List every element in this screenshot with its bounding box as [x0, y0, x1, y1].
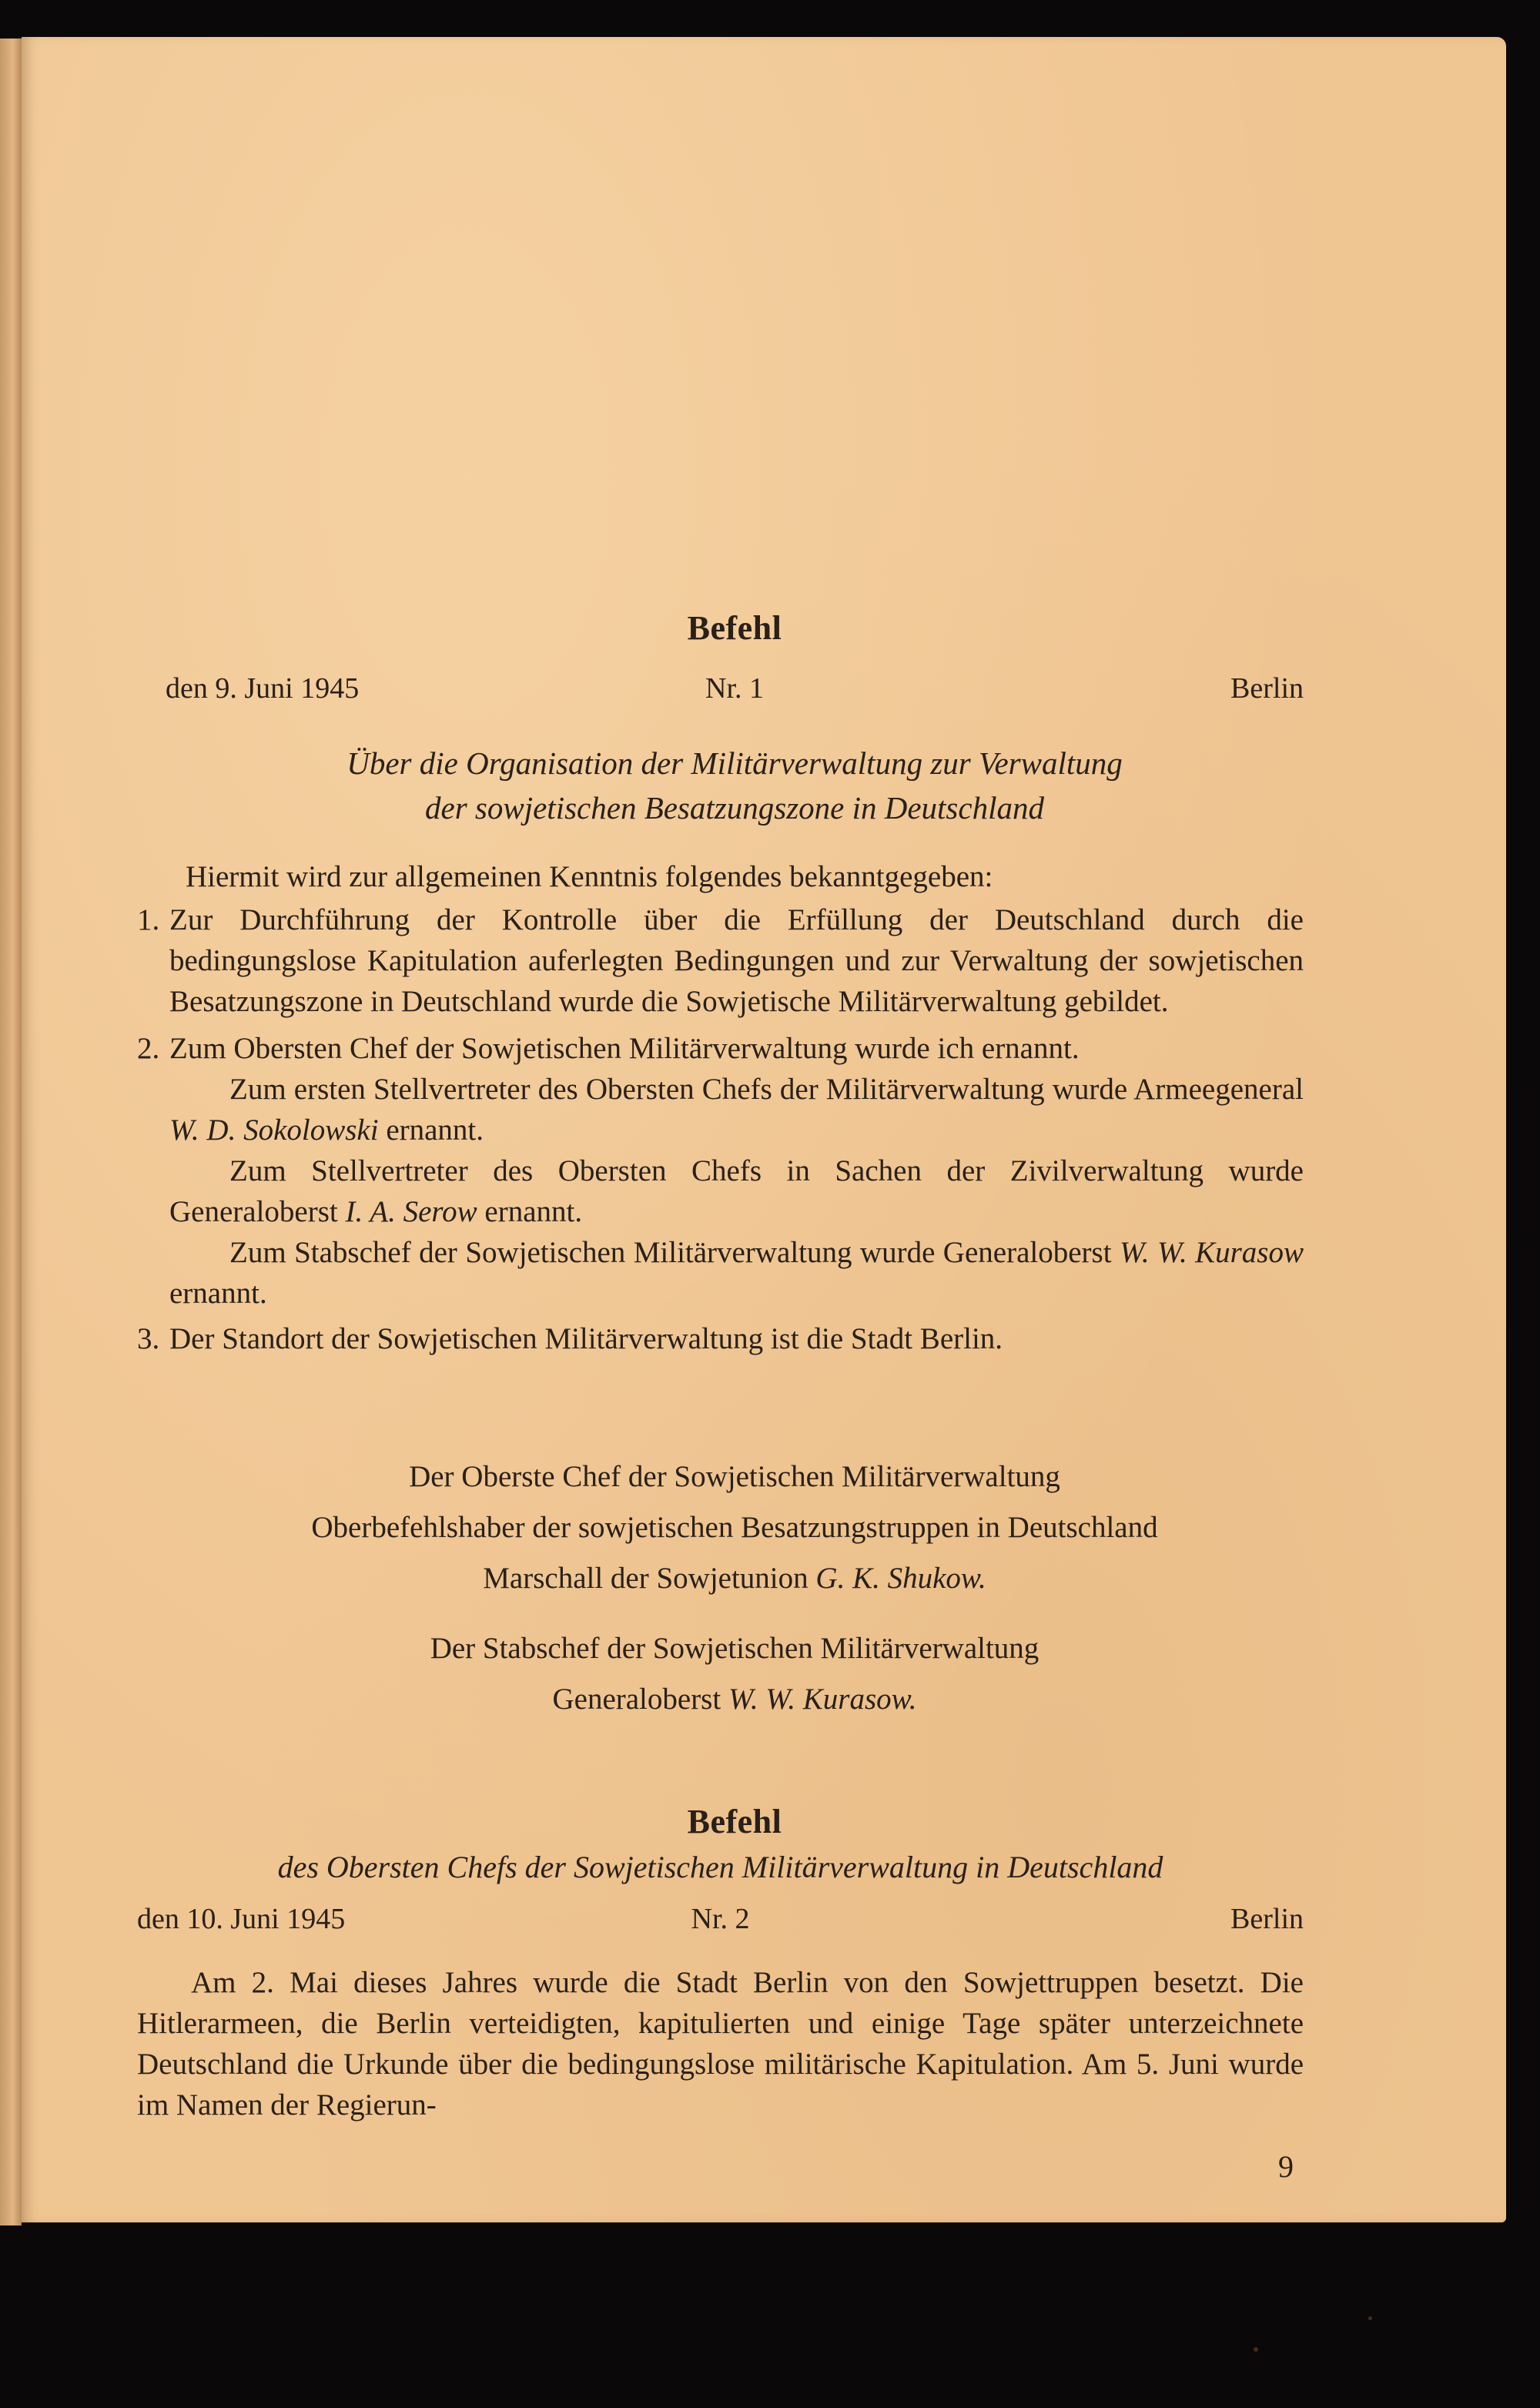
- signature-name-line: [166, 1674, 1304, 1725]
- signature-title-line-1: Der Oberste Chef der Sowjetischen Militärverwaltung: [409, 1460, 1060, 1493]
- order-1-item-3: [137, 1318, 1304, 1359]
- order-2-number: Nr. 2: [691, 1903, 750, 1935]
- appointment-serow: [169, 1150, 1304, 1232]
- order-2-place: Berlin: [1230, 1903, 1304, 1935]
- signature-name: W. W. Kurasow.: [728, 1683, 917, 1716]
- item-number: 1.: [137, 903, 160, 936]
- order-2-heading: Befehl: [687, 1803, 782, 1840]
- paper-fleck: [1254, 2347, 1258, 2352]
- appointment-text: ernannt.: [477, 1195, 583, 1228]
- order-1-subtitle-line-1: Über die Organisation der Militärverwaltung zur Verwaltung: [346, 745, 1123, 781]
- order-1-subtitle: [166, 741, 1304, 830]
- person-name: I. A. Serow: [345, 1195, 477, 1228]
- signature-title-line-1: Der Stabschef der Sowjetischen Militärverwaltung: [430, 1632, 1040, 1665]
- page-number: 9: [1278, 2149, 1294, 2184]
- signature-title-line-2: Oberbefehlshaber der sowjetischen Besatzungstruppen in Deutschland: [311, 1511, 1158, 1544]
- item-number: 3.: [137, 1322, 160, 1355]
- order-1-subtitle-line-2: der sowjetischen Besatzungszone in Deutschland: [425, 790, 1044, 826]
- order-1-meta: [166, 671, 1304, 705]
- order-1-intro: Hiermit wird zur allgemeinen Kenntnis folgendes bekanntgegeben:: [186, 860, 993, 893]
- order-1-number: Nr. 1: [705, 672, 764, 705]
- person-name: W. W. Kurasow: [1119, 1236, 1304, 1269]
- order-1-date: den 9. Juni 1945: [166, 672, 360, 705]
- signature-name: G. K. Shukow.: [815, 1562, 986, 1595]
- order-1-heading: Befehl: [687, 609, 782, 647]
- item-text: Der Standort der Sowjetischen Militärverwaltung ist die Stadt Berlin.: [169, 1322, 1003, 1355]
- book-spine-edge: [0, 39, 22, 2225]
- signature-name-line: [166, 1553, 1304, 1604]
- order-2-meta: [137, 1902, 1304, 1936]
- signature-shukow: [166, 1452, 1304, 1604]
- appointment-kurasow: [169, 1232, 1304, 1314]
- appointment-text: Zum Stellvertreter des Obersten Chefs in Sachen der Zivilverwaltung wurde Generaloberst: [169, 1154, 1304, 1228]
- order-2-paragraph: Am 2. Mai dieses Jahres wurde die Stadt Berlin von den Sowjettruppen besetzt. Die Hitlerarmeen, die Berlin verteidigten, kapitulierten und einige Tage später unterzeichnete Deutschland die Urkunde über die bedingungslose militärische Kapitulation. Am 5. Juni wurde im Namen der Regierun-: [137, 1966, 1304, 2122]
- paper-fleck: [1368, 2316, 1372, 2320]
- item-number: 2.: [137, 1032, 160, 1065]
- appointment-text: ernannt.: [169, 1277, 267, 1310]
- order-1-item-2: [137, 1028, 1304, 1314]
- signature-kurasow: [166, 1623, 1304, 1725]
- item-text: Zur Durchführung der Kontrolle über die Erfüllung der Deutschland durch die bedingungslose Kapitulation auferlegten Bedingungen und zur Verwaltung der sowjetischen Besatzungszone in Deutschland wurde die Sowjetische Militärverwaltung gebildet.: [169, 903, 1304, 1018]
- appointment-text: Zum Stabschef der Sowjetischen Militärverwaltung wurde Generaloberst: [229, 1236, 1120, 1269]
- order-1-item-1: [137, 899, 1304, 1022]
- order-1-items: [137, 899, 1304, 1359]
- appointment-text: Zum ersten Stellvertreter des Obersten Chefs der Militärverwaltung wurde Armeegeneral: [229, 1073, 1304, 1106]
- appointment-sokolowski: [169, 1069, 1304, 1150]
- appointment-text: ernannt.: [378, 1114, 484, 1147]
- item-text: Zum Obersten Chef der Sowjetischen Militärverwaltung wurde ich ernannt.: [169, 1032, 1080, 1065]
- signature-rank: Marschall der Sowjetunion: [483, 1562, 816, 1595]
- signature-rank: Generaloberst: [552, 1683, 728, 1716]
- order-1-place: Berlin: [1230, 672, 1304, 705]
- order-2-subtitle: des Obersten Chefs der Sowjetischen Militärverwaltung in Deutschland: [277, 1850, 1163, 1884]
- person-name: W. D. Sokolowski: [169, 1114, 379, 1147]
- order-2-date: den 10. Juni 1945: [137, 1903, 346, 1935]
- item-content: [169, 1028, 1304, 1314]
